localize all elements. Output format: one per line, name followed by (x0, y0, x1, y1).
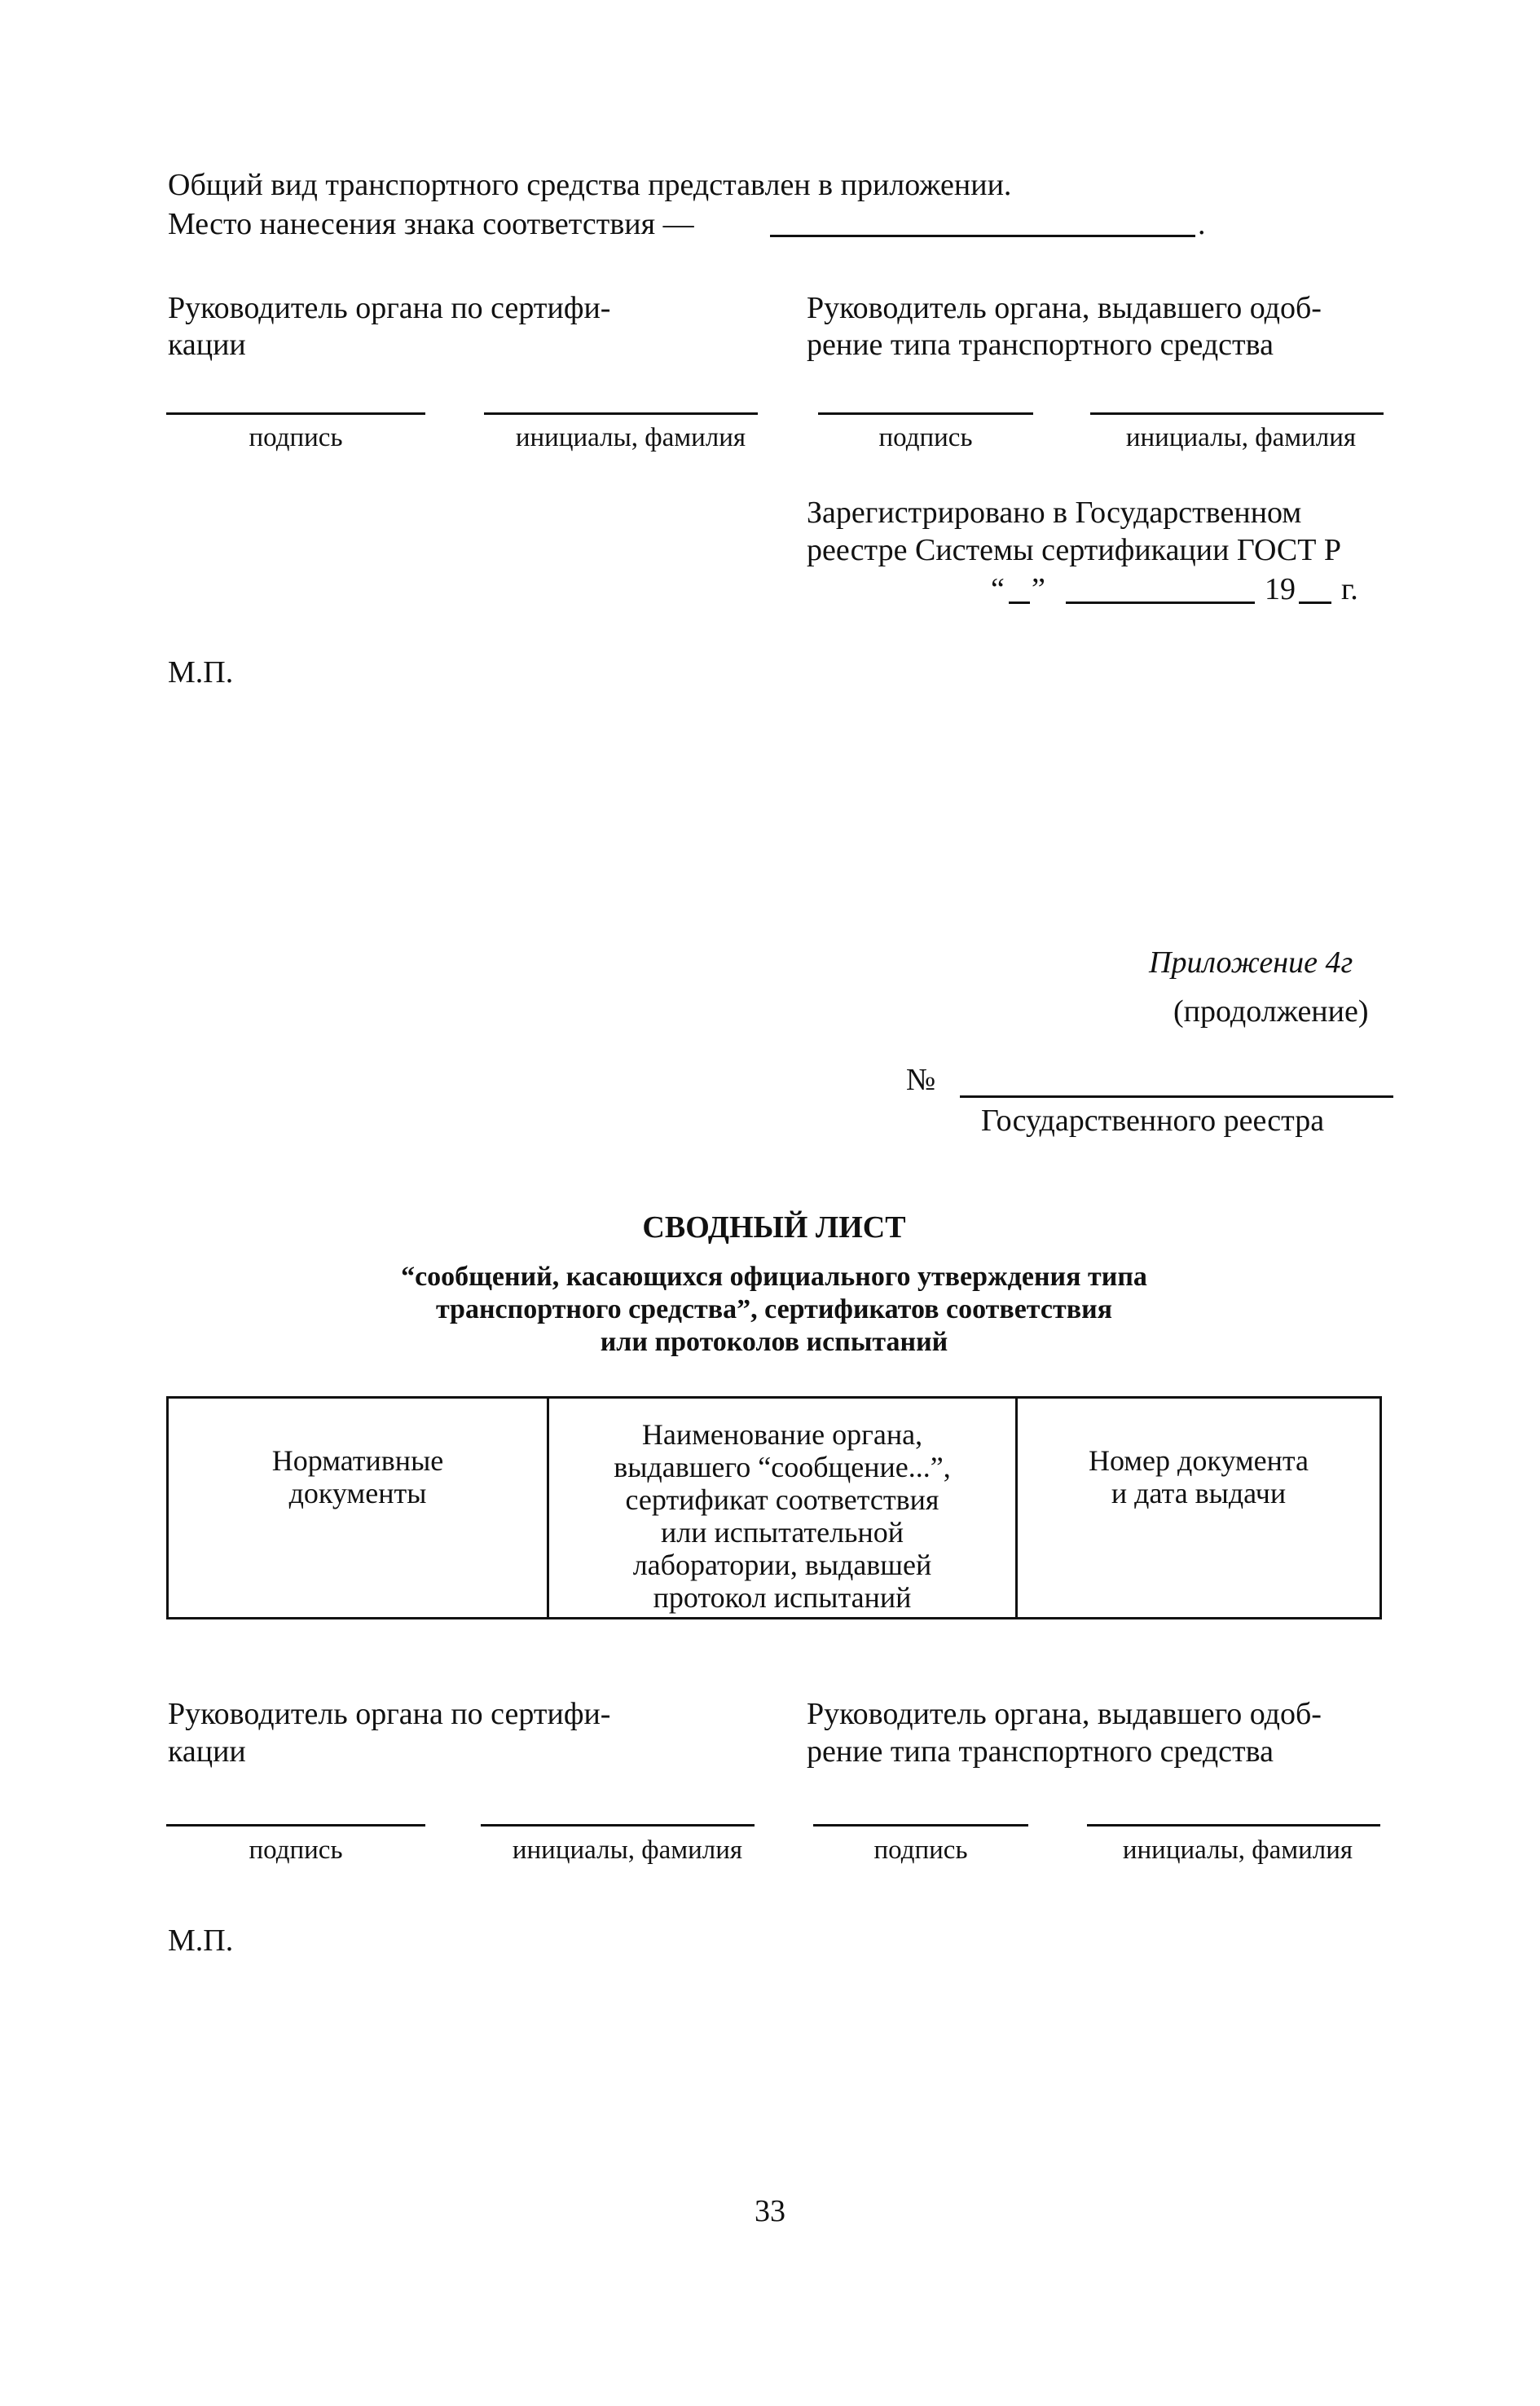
left-head-line1: Руководитель органа по сертифи- (168, 291, 611, 325)
table-header-document-number: Номер документа и дата выдачи (1017, 1398, 1381, 1619)
initials-caption: инициалы, фамилия (1122, 1835, 1353, 1865)
initials-caption: инициалы, фамилия (512, 1835, 743, 1865)
right-head-line1: Руководитель органа, выдавшего одоб- (807, 1697, 1322, 1731)
date-day-line (1009, 602, 1030, 604)
initials-caption: инициалы, фамилия (515, 423, 746, 452)
initials-line (1087, 1824, 1380, 1827)
summary-title: СВОДНЫЙ ЛИСТ (642, 1210, 906, 1245)
date-open-quote: “ (991, 572, 1005, 606)
signature-line (166, 412, 425, 415)
stamp-label: М.П. (168, 1923, 234, 1958)
right-head-line2: рение типа транспортного средства (807, 328, 1274, 362)
left-head-line2: кации (168, 1734, 246, 1769)
appendix-label: Приложение 4г (1149, 945, 1353, 980)
appendix-continuation: (продолжение) (1173, 994, 1369, 1029)
summary-subtitle-line1: “сообщений, касающихся официального утверждения типа (401, 1262, 1147, 1292)
initials-line (1090, 412, 1384, 415)
left-head-line1: Руководитель органа по сертифи- (168, 1697, 611, 1731)
general-view-text: Общий вид транспортного средства представлен в приложении. (168, 168, 1012, 202)
mark-place-end: . (1198, 207, 1206, 241)
table-header-normative-docs: Нормативные документы (168, 1398, 548, 1619)
signature-caption: подпись (249, 423, 343, 452)
date-year: 19 (1265, 572, 1296, 606)
initials-line (484, 412, 758, 415)
signature-line (818, 412, 1033, 415)
mark-place-label: Место нанесения знака соответствия — (168, 207, 694, 241)
right-head-line2: рение типа транспортного средства (807, 1734, 1274, 1769)
signature-caption: подпись (249, 1835, 343, 1865)
initials-caption: инициалы, фамилия (1125, 423, 1357, 452)
summary-subtitle-line2: транспортного средства”, сертификатов соответствия (435, 1294, 1113, 1324)
registry-caption: Государственного реестра (981, 1104, 1325, 1138)
signature-caption: подпись (873, 1835, 968, 1865)
date-month-line (1066, 602, 1255, 604)
right-head-line1: Руководитель органа, выдавшего одоб- (807, 291, 1322, 325)
stamp-label: М.П. (168, 655, 234, 690)
table-header-issuing-body: Наименование органа, выдавшего “сообщение...”, сертификат соответствия или испытательной лаборатории, выдавшей протокол испытаний (548, 1398, 1017, 1619)
signature-line (813, 1824, 1028, 1827)
summary-table (166, 1396, 1382, 1619)
mark-place-line (770, 235, 1195, 237)
initials-line (481, 1824, 755, 1827)
number-sign: № (906, 1063, 936, 1097)
summary-subtitle-line3: или протоколов испытаний (600, 1327, 948, 1357)
table-row (168, 1398, 1381, 1619)
signature-caption: подпись (878, 423, 973, 452)
left-head-line2: кации (168, 328, 246, 362)
page-number: 33 (755, 2194, 785, 2228)
registered-line1: Зарегистрировано в Государственном (807, 496, 1302, 530)
date-year-suffix: г. (1341, 572, 1358, 606)
date-year-line (1299, 602, 1331, 604)
date-close-quote: ” (1032, 572, 1045, 606)
registry-number-line (960, 1095, 1393, 1098)
signature-line (166, 1824, 425, 1827)
registered-line2: реестре Системы сертификации ГОСТ Р (807, 533, 1342, 567)
